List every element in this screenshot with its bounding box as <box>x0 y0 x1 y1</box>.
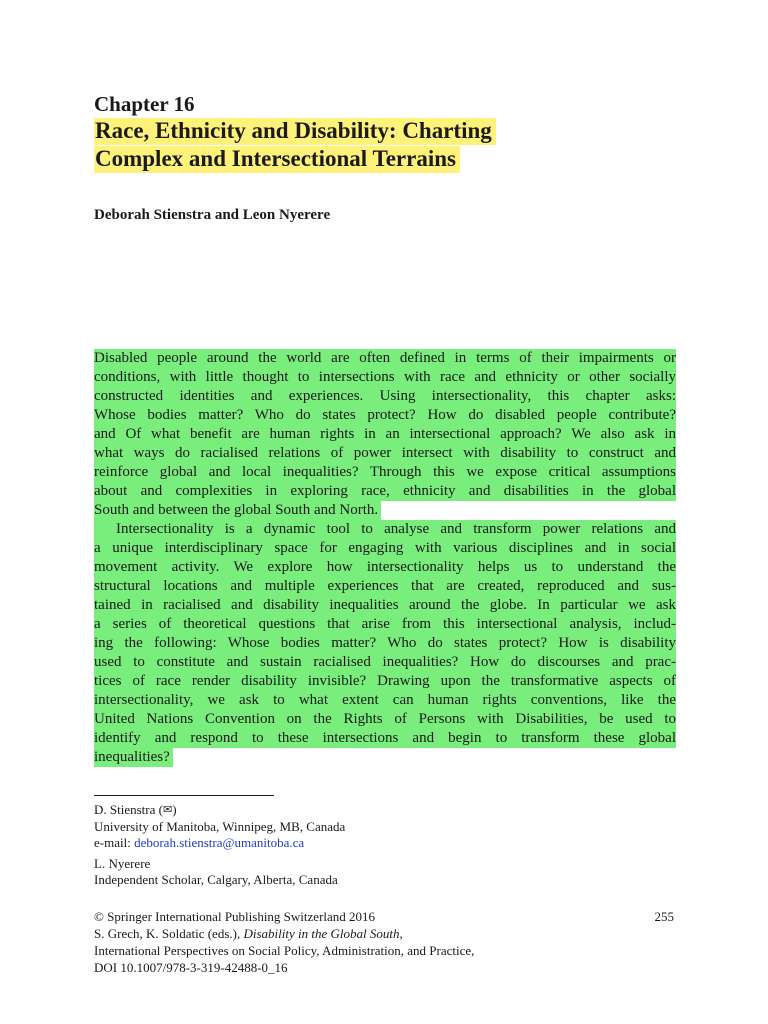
chapter-title <box>94 118 614 174</box>
author2-affiliation: Independent Scholar, Calgary, Alberta, Canada <box>94 872 338 887</box>
book-title: Disability in the Global South <box>243 926 400 941</box>
abstract-line: constructed identities and experiences. Using intersectionality, this chapter asks: <box>94 388 676 404</box>
abstract-line: South and between the global South and North. <box>94 501 381 520</box>
footnote-divider <box>94 795 274 796</box>
author-names: Deborah Stienstra and Leon Nyerere <box>94 207 331 223</box>
abstract-line: intersectionality, we ask to what extent can human rights conventions, like the <box>94 692 676 708</box>
author1-name-close: ) <box>172 802 177 817</box>
author2-footnote <box>94 856 634 888</box>
editors: S. Grech, K. Soldatic (eds.), <box>94 926 244 941</box>
author2-name: L. Nyerere <box>94 856 151 871</box>
abstract-line: inequalities? <box>94 748 173 767</box>
abstract-line: tained in racialised and disability inequalities around the globe. In particular we ask <box>94 597 676 613</box>
abstract-line: Intersectionality is a dynamic tool to analyse and transform power relations and <box>94 520 676 539</box>
citation-line <box>94 925 674 942</box>
author1-email-line <box>94 835 634 851</box>
abstract-line: identify and respond to these intersections and begin to transform these global <box>94 730 676 746</box>
abstract-line: structural locations and multiple experiences that are created, reproduced and sus- <box>94 578 676 594</box>
author1-name: D. Stienstra ( <box>94 802 163 817</box>
email-label: e-mail: <box>94 835 135 850</box>
abstract-line: reinforce global and local inequalities? Through this we expose critical assumptions <box>94 464 676 480</box>
chapter-title-line: Race, Ethnicity and Disability: Charting <box>94 118 496 145</box>
abstract-line: ing the following: Whose bodies matter? Who do states protect? How is disability <box>94 635 676 651</box>
publication-footer <box>94 908 674 976</box>
chapter-label: Chapter 16 <box>94 92 195 116</box>
envelope-icon: ✉ <box>162 804 173 816</box>
abstract-line: Whose bodies matter? Who do states protect? How do disabled people contribute? <box>94 407 676 423</box>
abstract-line: a series of theoretical questions that arise from this intersectional analysis, includ- <box>94 616 676 632</box>
abstract-line: used to constitute and sustain racialised inequalities? How do discourses and prac- <box>94 654 676 670</box>
abstract-line: and Of what benefit are human rights in an intersectional approach? We also ask in <box>94 426 676 442</box>
author1-footnote <box>94 802 634 851</box>
author1-name-line <box>94 802 634 819</box>
abstract-line: about and complexities in exploring race, ethnicity and disabilities in the global <box>94 483 676 499</box>
copyright-line: © Springer International Publishing Switzerland 2016 <box>94 909 376 924</box>
abstract-line: conditions, with little thought to intersections with race and ethnicity or other socially <box>94 369 676 385</box>
abstract-line: movement activity. We explore how intersectionality helps us to understand the <box>94 559 676 575</box>
abstract-line: tices of race render disability invisible? Drawing upon the transformative aspects of <box>94 673 676 689</box>
chapter-title-line: Complex and Intersectional Terrains <box>94 146 460 173</box>
series-line: International Perspectives on Social Policy, Administration, and Practice, <box>94 943 475 958</box>
doi-line: DOI 10.1007/978-3-319-42488-0_16 <box>94 960 288 975</box>
abstract-line: United Nations Convention on the Rights of Persons with Disabilities, be used to <box>94 711 676 727</box>
abstract-line: what ways do racialised relations of power intersect with disability to construct and <box>94 445 676 461</box>
abstract-line: a unique interdisciplinary space for engaging with various disciplines and in social <box>94 540 676 556</box>
author1-email-link[interactable]: deborah.stienstra@umanitoba.ca <box>134 835 305 850</box>
page-number: 255 <box>654 909 674 924</box>
abstract <box>94 349 676 767</box>
book-title-suffix: , <box>399 926 403 941</box>
author1-affiliation: University of Manitoba, Winnipeg, MB, Canada <box>94 819 346 834</box>
abstract-line: Disabled people around the world are often defined in terms of their impairments or <box>94 350 676 366</box>
